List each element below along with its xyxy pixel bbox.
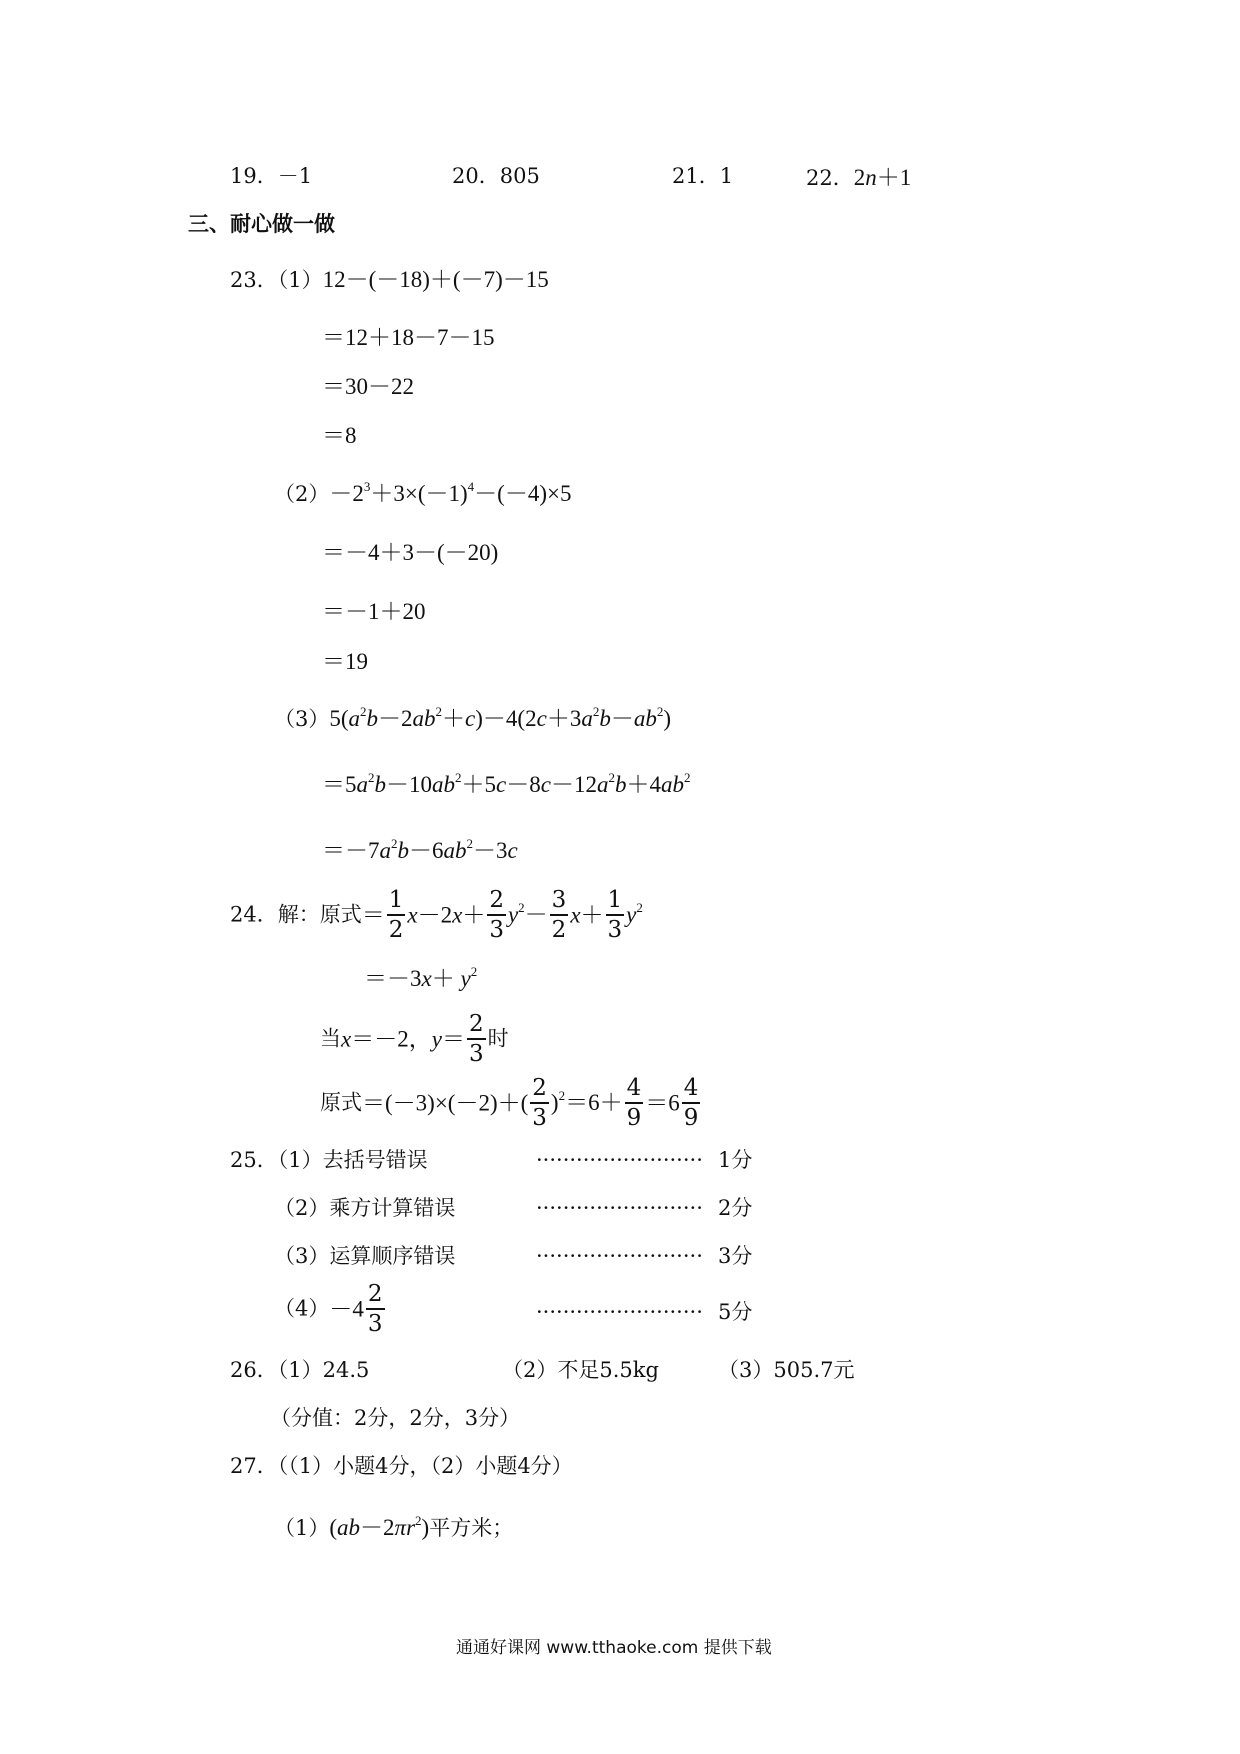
q23-step: $=-7a^2b-6ab^2-3c$ — [322, 836, 518, 863]
q23-step: ＝－1＋20 — [322, 599, 426, 624]
q26-note: （分值：2分，2分，3分） — [270, 1406, 521, 1430]
fraction: $\frac{2}{3}$ — [532, 1075, 547, 1131]
q25-item: （3）运算顺序错误 — [274, 1244, 456, 1268]
q23-part3: $(3)5(a^2b-2ab^2+c)-4(2c+3a^2b-ab^2)$ — [274, 704, 671, 731]
answer-21: 21．1 — [672, 164, 734, 188]
fraction: $\frac{4}{9}$ — [683, 1075, 699, 1131]
q25-score: 5分 — [718, 1300, 753, 1324]
q25-dots: ························· — [536, 1300, 703, 1324]
q25-score: 1分 — [718, 1148, 753, 1172]
q24-step: $=-3x+ y^2$ — [364, 964, 478, 991]
q25-score: 3分 — [718, 1244, 753, 1268]
q25-item: （2）乘方计算错误 — [274, 1196, 456, 1220]
answer-20: 20．805 — [452, 164, 540, 188]
q23-step: ＝19 — [322, 649, 368, 674]
q26-answer3: （3）505.7元 — [718, 1358, 855, 1382]
q23-part1: 23．（1）12－(－18)＋(－7)－15 — [230, 267, 549, 292]
q23-step: ＝12＋18－7－15 — [322, 325, 495, 350]
q23-step: ＝－4＋3－(－20) — [322, 540, 499, 565]
answer-22: 22．2n＋1 — [806, 165, 912, 190]
q26-answer2: （2）不足5.5kg — [502, 1358, 659, 1382]
fraction: $\frac{2}{3}$ — [489, 887, 504, 943]
fraction: $\frac{2}{3}$ — [367, 1281, 383, 1337]
q27-note: 27．（（1）小题4分，（2）小题4分） — [230, 1454, 573, 1478]
q26-answer1: 26．（1）24.5 — [230, 1358, 370, 1382]
fraction: $\frac{2}{3}$ — [468, 1011, 484, 1067]
fraction: $\frac{1}{2}$ — [388, 887, 404, 943]
q27-part1: $(1)(ab-2\pi r^2)$平方米； — [274, 1513, 514, 1540]
answer-19: 19．－1 — [230, 164, 313, 188]
q25-dots: ························· — [536, 1196, 703, 1220]
fraction: $\frac{4}{9}$ — [626, 1075, 642, 1131]
q23-step: ＝30－22 — [322, 374, 414, 399]
fraction: $\frac{1}{3}$ — [607, 887, 623, 943]
q25-item: （4）－4 $\frac{2}{3}$ — [274, 1281, 383, 1337]
q25-dots: ························· — [536, 1244, 703, 1268]
q23-part2: $(2)-2^3+3\times(-1)^4-(-4)\times 5$ — [274, 479, 572, 506]
q25-dots: ························· — [536, 1148, 703, 1172]
q24-condition: 当x＝－2，y＝ $\frac{2}{3}$ 时 — [320, 1011, 509, 1067]
fraction: $\frac{3}{2}$ — [551, 887, 567, 943]
q25-item: 25．（1）去括号错误 — [230, 1148, 428, 1172]
footer-credit: 通通好课网 www.tthaoke.com 提供下载 — [456, 1638, 772, 1658]
q23-step: ＝8 — [322, 423, 357, 448]
q24-result: 原式＝(－3)×(－2)＋( $\frac{2}{3}$ )$^2$＝6＋ $\frac{4}{9}$ ＝6 $\frac{4}{9}$ — [320, 1075, 699, 1131]
section-title: 三、耐心做一做 — [188, 212, 335, 236]
q23-step: $=5a^2b-10ab^2+5c-8c-12a^2b+4ab^2$ — [322, 770, 691, 797]
q25-score: 2分 — [718, 1196, 753, 1220]
q24-line1: 24．解：原式＝ $\frac{1}{2}$ x－2x＋ $\frac{2}{3}$ $y^2-$ $\frac{3}{2}$ x＋ $\frac{1}{3}$ $y^2$ — [230, 887, 643, 943]
